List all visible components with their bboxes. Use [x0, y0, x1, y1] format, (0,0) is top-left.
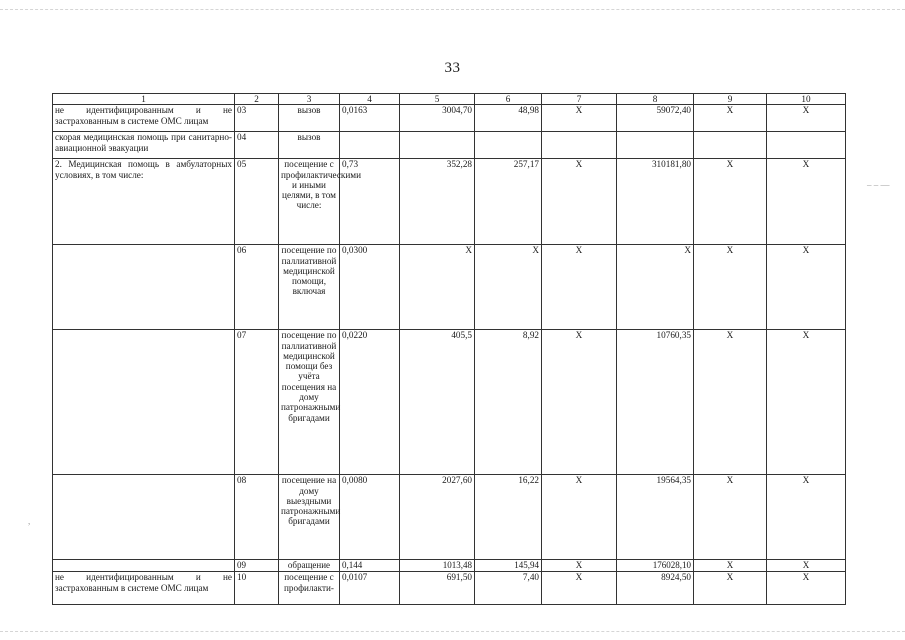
value-cell: X	[767, 330, 846, 475]
value-cell	[767, 132, 846, 159]
row-label: скорая медицинская помощь при санитарно-авиационной эвакуации	[53, 132, 235, 159]
data-table	[52, 93, 846, 605]
value-cell: X	[694, 105, 767, 132]
value-cell: 2027,60	[400, 475, 475, 560]
value-cell: X	[767, 159, 846, 245]
row-code: 10	[235, 572, 279, 605]
column-header: 1	[53, 94, 235, 105]
value-cell: 16,22	[475, 475, 542, 560]
value-cell: 145,94	[475, 560, 542, 572]
value-cell	[475, 132, 542, 159]
value-cell: 176028,10	[617, 560, 694, 572]
value-cell: X	[694, 330, 767, 475]
column-header: 4	[340, 94, 400, 105]
unit-cell: обращение	[279, 560, 340, 572]
unit-cell: посещение на дому выездными патронажными бригадами	[279, 475, 340, 560]
value-cell: X	[694, 560, 767, 572]
unit-cell: посещение с профилактическими и иными целями, в том числе:	[279, 159, 340, 245]
value-cell: 691,50	[400, 572, 475, 605]
table-row	[53, 572, 846, 605]
value-cell: X	[400, 245, 475, 330]
value-cell: X	[767, 572, 846, 605]
column-header: 10	[767, 94, 846, 105]
value-cell: X	[542, 245, 617, 330]
scan-mark: ,	[28, 516, 31, 526]
value-cell: 0,0080	[340, 475, 400, 560]
table-row	[53, 245, 846, 330]
value-cell: X	[694, 159, 767, 245]
table-row	[53, 560, 846, 572]
value-cell: X	[542, 475, 617, 560]
value-cell: 310181,80	[617, 159, 694, 245]
scan-mark: – – ––	[867, 180, 890, 190]
value-cell	[542, 132, 617, 159]
unit-cell: вызов	[279, 105, 340, 132]
value-cell: 10760,35	[617, 330, 694, 475]
row-label: 2. Медицинская помощь в амбулаторных условиях, в том числе:	[53, 159, 235, 245]
value-cell: X	[475, 245, 542, 330]
row-label: не идентифицированным и не застрахованным в системе ОМС лицам	[53, 105, 235, 132]
unit-cell: посещение по паллиативной медицинской помощи без учёта посещения на дому патронажными бригадами	[279, 330, 340, 475]
column-header: 5	[400, 94, 475, 105]
unit-cell: вызов	[279, 132, 340, 159]
column-header: 9	[694, 94, 767, 105]
column-header: 2	[235, 94, 279, 105]
value-cell: X	[542, 159, 617, 245]
value-cell	[340, 132, 400, 159]
value-cell: X	[767, 245, 846, 330]
table-row	[53, 159, 846, 245]
value-cell: X	[767, 105, 846, 132]
page-number: 33	[444, 60, 461, 76]
value-cell: 8,92	[475, 330, 542, 475]
table-row	[53, 132, 846, 159]
table-row	[53, 330, 846, 475]
value-cell: 7,40	[475, 572, 542, 605]
row-code: 08	[235, 475, 279, 560]
value-cell: X	[694, 245, 767, 330]
column-header: 3	[279, 94, 340, 105]
row-label	[53, 475, 235, 560]
value-cell: X	[694, 475, 767, 560]
value-cell: 59072,40	[617, 105, 694, 132]
value-cell: 3004,70	[400, 105, 475, 132]
value-cell: 0,144	[340, 560, 400, 572]
row-code: 09	[235, 560, 279, 572]
row-label	[53, 560, 235, 572]
row-label	[53, 330, 235, 475]
value-cell: X	[542, 330, 617, 475]
scan-edge-bottom	[0, 631, 905, 633]
value-cell: 405,5	[400, 330, 475, 475]
unit-cell: посещение по паллиативной медицинской помощи, включая	[279, 245, 340, 330]
column-header: 7	[542, 94, 617, 105]
table-row	[53, 105, 846, 132]
value-cell: 8924,50	[617, 572, 694, 605]
value-cell: 0,0107	[340, 572, 400, 605]
value-cell: X	[542, 572, 617, 605]
row-label	[53, 245, 235, 330]
value-cell: 257,17	[475, 159, 542, 245]
value-cell: 352,28	[400, 159, 475, 245]
row-label: не идентифицированным и не застрахованным в системе ОМС лицам	[53, 572, 235, 605]
column-number-row	[53, 94, 846, 105]
table-row	[53, 475, 846, 560]
row-code: 06	[235, 245, 279, 330]
value-cell: 48,98	[475, 105, 542, 132]
scan-edge-top	[0, 9, 905, 11]
value-cell	[694, 132, 767, 159]
value-cell: X	[694, 572, 767, 605]
row-code: 03	[235, 105, 279, 132]
column-header: 6	[475, 94, 542, 105]
value-cell: 0,73	[340, 159, 400, 245]
value-cell: X	[542, 560, 617, 572]
row-code: 05	[235, 159, 279, 245]
row-code: 07	[235, 330, 279, 475]
value-cell	[617, 132, 694, 159]
value-cell: X	[767, 475, 846, 560]
value-cell: X	[542, 105, 617, 132]
value-cell: 1013,48	[400, 560, 475, 572]
value-cell: X	[617, 245, 694, 330]
value-cell	[400, 132, 475, 159]
value-cell: 0,0300	[340, 245, 400, 330]
value-cell: 0,0163	[340, 105, 400, 132]
value-cell: 0,0220	[340, 330, 400, 475]
row-code: 04	[235, 132, 279, 159]
column-header: 8	[617, 94, 694, 105]
value-cell: 19564,35	[617, 475, 694, 560]
unit-cell: посещение с профилакти-	[279, 572, 340, 605]
value-cell: X	[767, 560, 846, 572]
